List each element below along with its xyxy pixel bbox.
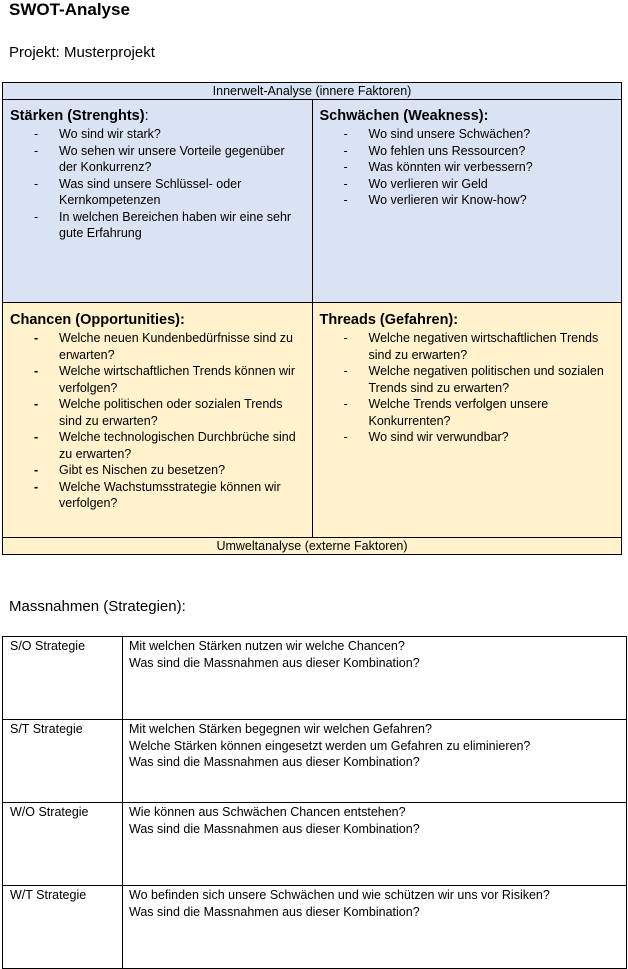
list-item-text: Welche politischen oder sozialen Trends sind zu erwarten? — [59, 397, 283, 428]
swot-table — [2, 82, 622, 555]
external-factors-band: Umweltanalyse (externe Faktoren) — [3, 538, 622, 555]
bullet-dash-icon: - — [34, 209, 39, 224]
measures-title: Massnahmen (Strategien): — [9, 598, 186, 615]
list-item — [320, 429, 616, 446]
list-item — [10, 396, 306, 429]
bullet-dash-icon: - — [34, 430, 39, 444]
list-item-text: Wo sehen wir unsere Vorteile gegenüber der Konkurrenz? — [59, 143, 285, 174]
bullet-dash-icon: - — [343, 397, 348, 411]
project-name: Projekt: Musterprojekt — [9, 44, 155, 61]
list-item-text: In welchen Bereichen haben wir eine sehr gute Erfahrung — [59, 209, 292, 240]
list-item — [10, 126, 306, 143]
list-item — [320, 330, 616, 363]
list-item — [320, 396, 616, 429]
strategy-row — [3, 886, 627, 969]
strengths-heading-text: Stärken (Strenghts) — [10, 108, 145, 124]
list-item-text: Wo sind wir verwundbar? — [368, 430, 509, 444]
strategy-description — [123, 886, 627, 969]
bullet-dash-icon: - — [34, 143, 39, 158]
strategy-row — [3, 720, 627, 803]
list-item-text: Was sind unsere Schlüssel- oder Kernkompetenzen — [59, 176, 242, 207]
bullet-dash-icon: - — [34, 463, 39, 477]
bullet-dash-icon: - — [34, 127, 39, 141]
bullet-dash-icon: - — [34, 364, 39, 378]
bullet-dash-icon: - — [343, 193, 348, 207]
bullet-dash-icon: - — [343, 331, 348, 345]
list-item — [320, 159, 616, 176]
strategy-label: W/O Strategie — [3, 803, 123, 886]
strengths-heading-colon: : — [144, 108, 149, 124]
strategy-question: Wie können aus Schwächen Chancen entstehen? — [129, 805, 406, 819]
strategy-label: W/T Strategie — [3, 886, 123, 969]
opportunities-heading: Chancen (Opportunities): — [10, 312, 185, 328]
opportunities-list — [10, 330, 306, 512]
weaknesses-list — [320, 126, 616, 209]
strengths-list — [10, 126, 306, 242]
strengths-heading — [10, 108, 306, 124]
bullet-dash-icon: - — [343, 143, 348, 158]
threats-heading: Threads (Gefahren): — [319, 312, 459, 328]
list-item-text: Welche Wachstumsstrategie können wir verfolgen? — [59, 479, 281, 510]
list-item-text: Wo fehlen uns Ressourcen? — [368, 143, 526, 158]
bullet-dash-icon: - — [343, 430, 348, 444]
strategy-description — [123, 803, 627, 886]
bullet-dash-icon: - — [34, 397, 39, 411]
bullet-dash-icon: - — [34, 331, 39, 345]
strategy-description — [123, 637, 627, 720]
bullet-dash-icon: - — [343, 176, 348, 191]
strategy-question: Was sind die Massnahmen aus dieser Kombination? — [129, 821, 420, 836]
strategy-question: Mit welchen Stärken begegnen wir welchen Gefahren? — [129, 722, 432, 736]
list-item — [10, 479, 306, 512]
threats-cell — [312, 303, 622, 538]
list-item-text: Welche neuen Kundenbedürfnisse sind zu erwarten? — [59, 331, 293, 362]
list-item — [10, 363, 306, 396]
strategy-question: Welche Stärken können eingesetzt werden um Gefahren zu eliminieren? — [129, 738, 531, 753]
strategy-question: Was sind die Massnahmen aus dieser Kombination? — [129, 655, 420, 670]
list-item — [10, 176, 306, 209]
bullet-dash-icon: - — [343, 364, 348, 378]
strategy-label: S/O Strategie — [3, 637, 123, 720]
list-item-text: Wo verlieren wir Geld — [368, 176, 488, 191]
list-item — [10, 330, 306, 363]
list-item-text: Welche Trends verfolgen unsere Konkurrenten? — [368, 397, 549, 428]
weaknesses-cell — [312, 100, 622, 303]
list-item — [320, 363, 616, 396]
strategy-label: S/T Strategie — [3, 720, 123, 803]
strategy-question: Wo befinden sich unsere Schwächen und wie schützen wir uns vor Risiken? — [129, 888, 550, 902]
strategy-description — [123, 720, 627, 803]
list-item — [320, 126, 616, 143]
list-item — [10, 209, 306, 242]
list-item — [320, 176, 616, 193]
bullet-dash-icon: - — [343, 127, 348, 141]
list-item-text: Wo verlieren wir Know-how? — [368, 193, 527, 207]
strengths-cell — [3, 100, 313, 303]
weaknesses-heading: Schwächen (Weakness): — [319, 108, 489, 124]
list-item-text: Wo sind wir stark? — [59, 127, 161, 141]
bullet-dash-icon: - — [34, 176, 39, 191]
list-item-text: Gibt es Nischen zu besetzen? — [59, 463, 226, 477]
list-item-text: Welche negativen politischen und sozialen Trends sind zu erwarten? — [368, 364, 604, 395]
strategy-row — [3, 637, 627, 720]
strategy-question: Mit welchen Stärken nutzen wir welche Chancen? — [129, 639, 405, 653]
list-item — [10, 462, 306, 479]
opportunities-cell — [3, 303, 313, 538]
list-item — [10, 143, 306, 176]
list-item-text: Welche technologischen Durchbrüche sind zu erwarten? — [59, 430, 296, 461]
strategy-question: Was sind die Massnahmen aus dieser Kombination? — [129, 755, 420, 769]
inner-factors-band: Innerwelt-Analyse (innere Faktoren) — [3, 83, 622, 100]
bullet-dash-icon: - — [34, 479, 39, 494]
threats-list — [320, 330, 616, 446]
page-title: SWOT-Analyse — [9, 0, 130, 19]
list-item-text: Wo sind unsere Schwächen? — [368, 127, 531, 141]
list-item — [320, 192, 616, 209]
list-item-text: Was könnten wir verbessern? — [368, 160, 533, 174]
strategy-row — [3, 803, 627, 886]
list-item — [10, 429, 306, 462]
strategy-question: Was sind die Massnahmen aus dieser Kombination? — [129, 904, 420, 919]
strategy-table — [2, 636, 627, 969]
list-item-text: Welche wirtschaftlichen Trends können wir verfolgen? — [59, 364, 295, 395]
list-item-text: Welche negativen wirtschaftlichen Trends sind zu erwarten? — [368, 331, 599, 362]
bullet-dash-icon: - — [343, 160, 348, 174]
list-item — [320, 143, 616, 160]
